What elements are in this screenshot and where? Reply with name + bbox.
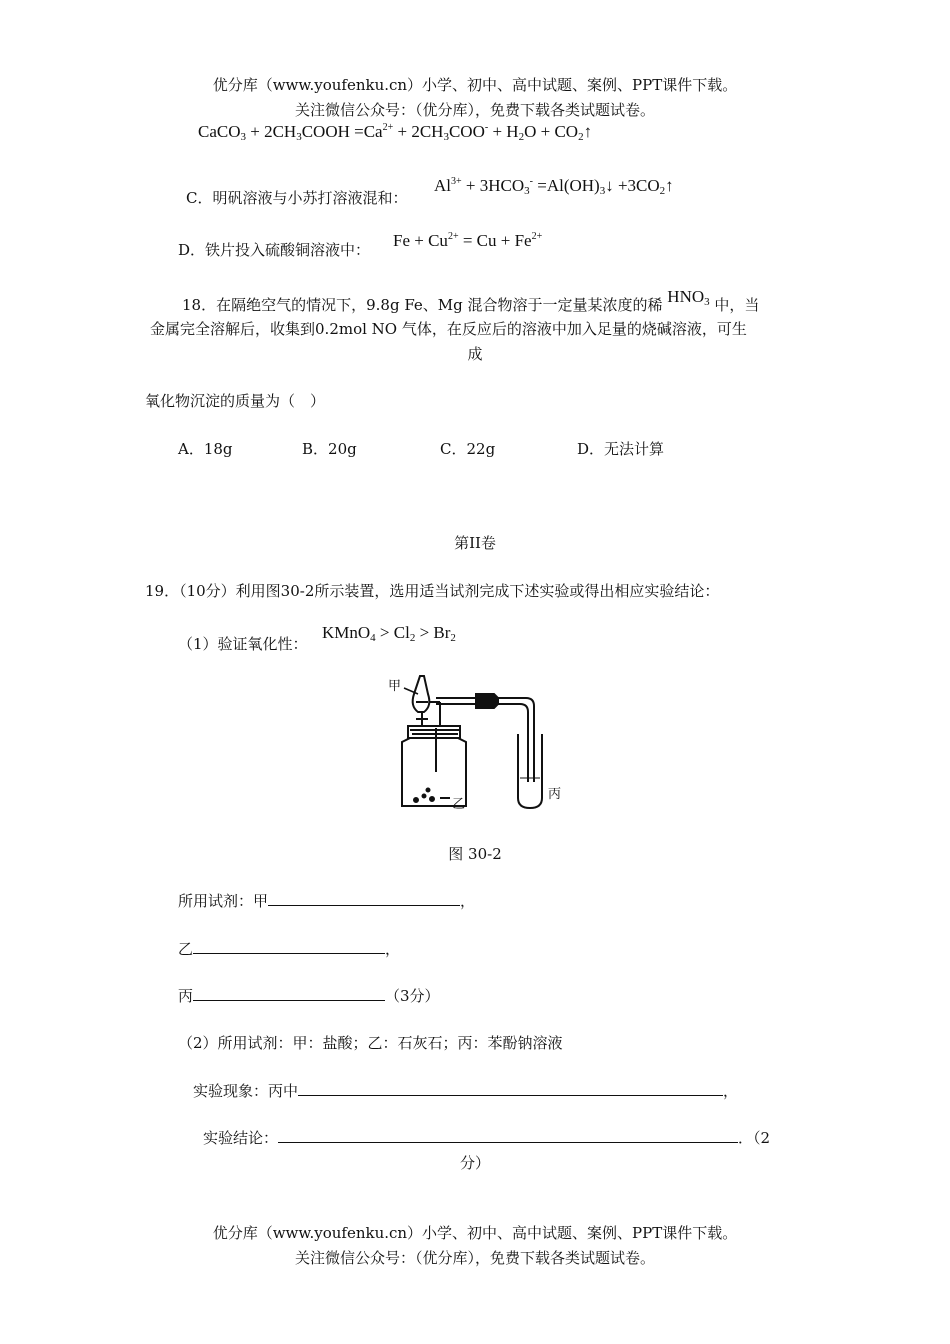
figure-caption: 图 30-2 (448, 845, 502, 863)
header-line-2: 关注微信公众号：（优分库），免费下载各类试题试卷。 (294, 101, 655, 119)
footer-line-1: 优分库（www.youfenku.cn）小学、初中、高中试题、案例、PPT课件下载。 (212, 1224, 738, 1242)
answer-blank-bing[interactable] (193, 986, 385, 1001)
q17-d-equation: $Fe + Cu^{2+} = Cu + Fe^{2+}$ (393, 231, 543, 250)
q17-c-equation: $Al^{3+} + 3HCO_3^-$ $=Al(OH)_3↓$ $+3CO_2↑$ (434, 176, 674, 197)
footer-line-2: 关注微信公众号：（优分库），免费下载各类试题试卷。 (294, 1249, 655, 1267)
q17-option-d-label: D．铁片投入硫酸铜溶液中： (178, 241, 371, 259)
reagent-yi-line: 乙 ， (178, 940, 401, 958)
q19-part2: （2）所用试剂：甲：盐酸；乙：石灰石；丙：苯酚钠溶液 (178, 1034, 563, 1052)
reagent-bing-line: 丙 （3分） (178, 987, 440, 1005)
q18-text-line-2: 金属完全溶解后，收集到0.2mol NO 气体，在反应后的溶液中加入足量的烧碱溶液，可生 (150, 320, 747, 338)
q18-option-d: D．无法计算 (577, 440, 665, 458)
q19-stem: 19．（10分）利用图30-2所示装置，选用适当试剂完成下述实验或得出相应实验结论： (145, 582, 720, 600)
q19-part1-label: （1）验证氧化性： (178, 635, 308, 653)
q18-text-line-4: 氧化物沉淀的质量为（ ） (145, 392, 326, 410)
answer-blank-phenomenon[interactable] (298, 1081, 723, 1096)
conclusion-line: 实验结论： ．（2 (203, 1129, 771, 1147)
q18-option-a: A．18g (178, 440, 233, 458)
header-line-1: 优分库（www.youfenku.cn）小学、初中、高中试题、案例、PPT课件下载。 (212, 76, 738, 94)
q18-option-c: C．22g (440, 440, 496, 458)
answer-blank-jia[interactable] (268, 891, 460, 906)
q17-b-equation: CaCO$_3$ + $2CH_3COOH =Ca^{2+} + 2CH_3COO^- + H_2O$ + $CO_2↑$ (198, 122, 593, 143)
q18-text-line-1: 18．在隔绝空气的情况下，9.8g Fe、Mg 混合物溶于一定量某浓度的稀 $HNO_3$ 中，当 (182, 287, 760, 314)
q18-text-line-3: 成 (467, 345, 483, 363)
q18-option-b: B．20g (302, 440, 357, 458)
q17-option-c-label: C．明矾溶液与小苏打溶液混和： (186, 189, 408, 207)
answer-blank-conclusion[interactable] (278, 1128, 738, 1143)
label-jia: 甲 (388, 679, 402, 694)
answer-blank-yi[interactable] (193, 939, 385, 954)
label-bing: 丙 (548, 787, 562, 802)
q19-part1-formula: KMnO$_4$ > $Cl_2 > Br_2$ (322, 623, 456, 644)
phenomenon-line: 实验现象：丙中 ， (193, 1082, 739, 1100)
section-title: 第II卷 (454, 534, 496, 552)
apparatus-figure (380, 672, 580, 817)
score-2-end: 分） (459, 1154, 490, 1172)
reagent-jia-line: 所用试剂：甲 ， (178, 892, 476, 910)
label-yi: 乙 (452, 797, 466, 812)
